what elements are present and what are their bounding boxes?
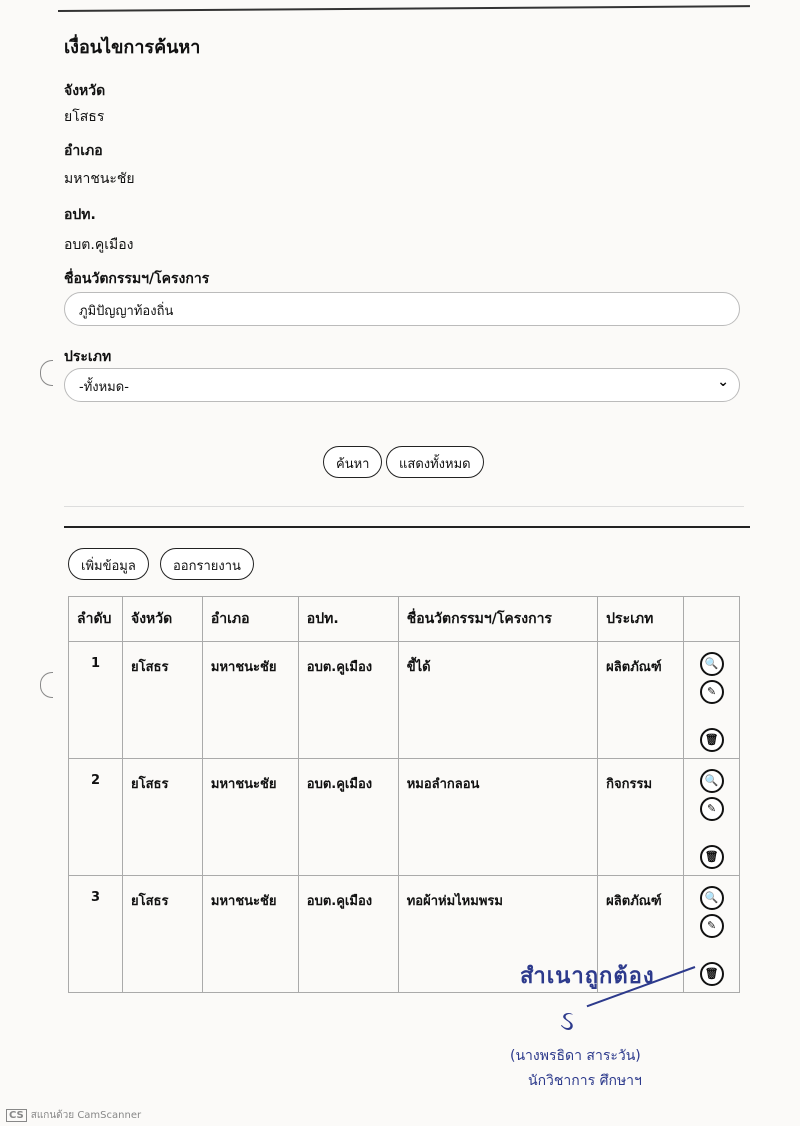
view-icon[interactable]: 🔍 [700,769,724,793]
row-no: 3 [69,876,123,993]
lao-label: อปท. [64,207,96,223]
search-button[interactable]: ค้นหา [323,446,382,478]
row-district: มหาชนะชัย [202,876,298,993]
row-project-name: ขี้ได้ [398,642,597,759]
top-divider [58,5,750,12]
header-lao: อปท. [298,597,398,642]
table-header-row [69,597,740,642]
edit-icon[interactable]: ✎ [700,797,724,821]
signer-title: นักวิชาการ ศึกษาฯ [528,1073,642,1089]
results-table [68,596,740,993]
district-value: มหาชนะชัย [64,171,135,187]
lao-value: อบต.คูเมือง [64,237,134,253]
row-province: ยโสธร [122,759,202,876]
delete-icon[interactable]: 🗑 [700,728,724,752]
results-divider [64,526,750,528]
row-project-name: หมอลำกลอน [398,759,597,876]
search-section-title: เงื่อนไขการค้นหา [64,37,201,58]
type-selected-value: -ทั้งหมด- [79,380,129,395]
page-edge-mark [40,360,53,386]
row-lao: อบต.คูเมือง [298,876,398,993]
province-label: จังหวัด [64,83,106,99]
header-district: อำเภอ [202,597,298,642]
row-no: 1 [69,642,123,759]
edit-icon[interactable]: ✎ [700,914,724,938]
row-no: 2 [69,759,123,876]
section-separator [64,506,744,507]
row-district: มหาชนะชัย [202,642,298,759]
row-lao: อบต.คูเมือง [298,642,398,759]
row-province: ยโสธร [122,876,202,993]
row-project-name: ทอผ้าห่มไหมพรม [398,876,597,993]
view-icon[interactable]: 🔍 [700,886,724,910]
certified-copy-stamp: สำเนาถูกต้อง [520,963,655,989]
signature-mark: ઽ [560,1004,574,1037]
project-name-input[interactable]: ภูมิปัญญาท้องถิ่น [64,292,740,326]
row-province: ยโสธร [122,642,202,759]
signer-name: (นางพรธิดา สาระวัน) [510,1048,641,1064]
delete-icon[interactable]: 🗑 [700,845,724,869]
type-label: ประเภท [64,349,112,365]
table-row [69,759,740,876]
row-actions [684,876,740,993]
page-edge-mark [40,672,53,698]
row-type: กิจกรรม [598,759,684,876]
row-actions [684,642,740,759]
row-district: มหาชนะชัย [202,759,298,876]
row-type: ผลิตภัณฑ์ [598,876,684,993]
chevron-down-icon: ⌄ [717,374,729,390]
header-type: ประเภท [598,597,684,642]
edit-icon[interactable]: ✎ [700,680,724,704]
row-actions [684,759,740,876]
watermark-text: สแกนด้วย CamScanner [30,1110,142,1121]
header-actions [684,597,740,642]
project-name-label: ชื่อนวัตกรรมฯ/โครงการ [64,271,210,287]
row-lao: อบต.คูเมือง [298,759,398,876]
camscanner-logo-icon: CS [6,1109,27,1122]
show-all-button[interactable]: แสดงทั้งหมด [386,446,484,478]
scanner-watermark [6,1108,141,1123]
add-data-button[interactable]: เพิ่มข้อมูล [68,548,149,580]
header-no: ลำดับ [69,597,123,642]
row-type: ผลิตภัณฑ์ [598,642,684,759]
province-value: ยโสธร [64,109,105,125]
header-province: จังหวัด [122,597,202,642]
table-row [69,642,740,759]
header-project-name: ชื่อนวัตกรรมฯ/โครงการ [398,597,597,642]
district-label: อำเภอ [64,143,103,159]
delete-icon[interactable]: 🗑 [700,962,724,986]
view-icon[interactable]: 🔍 [700,652,724,676]
type-select[interactable] [64,368,740,402]
export-report-button[interactable]: ออกรายงาน [160,548,254,580]
